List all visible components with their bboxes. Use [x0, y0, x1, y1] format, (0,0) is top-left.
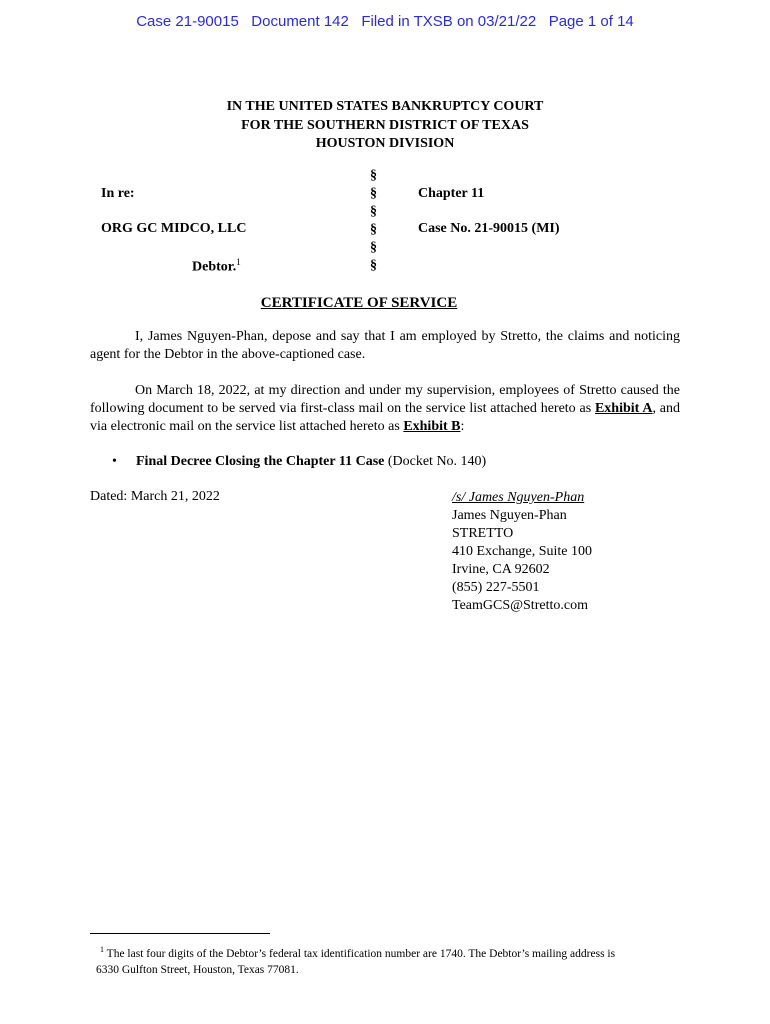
- section-symbol: §: [370, 258, 377, 273]
- court-heading: [0, 98, 770, 154]
- footnote-line-2: 6330 Gulfton Street, Houston, Texas 77081.: [96, 963, 299, 976]
- court-line-1: IN THE UNITED STATES BANKRUPTCY COURT: [226, 99, 544, 114]
- paragraph-employment: I, James Nguyen-Phan, depose and say that I am employed by Stretto, the claims and noticing agent for the Debtor in the above-captioned case.: [90, 329, 680, 362]
- debtor-name: ORG GC MIDCO, LLC: [101, 221, 247, 236]
- in-re-label: In re:: [101, 186, 135, 201]
- served-document-item: [112, 454, 486, 470]
- footnote-marker: 1: [100, 945, 104, 954]
- signer-company: STRETTO: [452, 526, 514, 541]
- service-text-1: On March 18, 2022, at my direction and under my supervision, employees of Stretto caused the following document to be served via first-class mail on the service list attached hereto as: [90, 383, 680, 416]
- served-document-title: Final Decree Closing the Chapter 11 Case: [136, 454, 385, 469]
- footnote: [96, 942, 680, 978]
- section-symbol: §: [370, 186, 377, 201]
- served-document-docket: (Docket No. 140): [384, 454, 487, 469]
- section-symbol: §: [370, 240, 377, 255]
- signer-email: TeamGCS@Stretto.com: [452, 598, 588, 613]
- signer-phone: (855) 227-5501: [452, 580, 540, 595]
- debtor-label-text: Debtor.: [192, 259, 237, 275]
- signature-block: [452, 489, 592, 615]
- dated-line: Dated: March 21, 2022: [90, 489, 220, 504]
- section-symbol: §: [370, 222, 377, 237]
- court-line-2: FOR THE SOUTHERN DISTRICT OF TEXAS: [241, 117, 529, 133]
- filing-header-stamp: Case 21-90015 Document 142 Filed in TXSB on 03/21/22 Page 1 of 14: [136, 13, 634, 30]
- bullet-icon: •: [112, 454, 117, 469]
- footnote-divider: [90, 933, 270, 934]
- court-line-3: HOUSTON DIVISION: [315, 136, 455, 151]
- paragraph-service: [90, 382, 680, 436]
- section-symbol: §: [370, 168, 377, 183]
- signer-address-2: Irvine, CA 92602: [452, 562, 550, 577]
- service-text-2: , and via electronic mail on the service list attached hereto as: [90, 401, 680, 434]
- electronic-signature: /s/ James Nguyen-Phan: [452, 490, 585, 505]
- chapter-label: Chapter 11: [418, 186, 485, 201]
- signer-name: James Nguyen-Phan: [452, 508, 567, 523]
- section-symbol: §: [370, 204, 377, 219]
- signer-address-1: 410 Exchange, Suite 100: [452, 544, 592, 559]
- section-symbol-column: [370, 167, 377, 275]
- footnote-line-1: The last four digits of the Debtor’s federal tax identification number are 1740. The Debtor’s mailing address is: [104, 947, 616, 960]
- exhibit-b-ref: Exhibit B: [403, 419, 461, 434]
- exhibit-a-ref: Exhibit A: [594, 401, 653, 416]
- case-number: Case No. 21-90015 (MI): [418, 221, 560, 236]
- debtor-label: [192, 257, 241, 276]
- service-text-3: :: [460, 419, 465, 434]
- certificate-title: CERTIFICATE OF SERVICE: [260, 295, 458, 311]
- debtor-footnote-ref: 1: [236, 257, 241, 267]
